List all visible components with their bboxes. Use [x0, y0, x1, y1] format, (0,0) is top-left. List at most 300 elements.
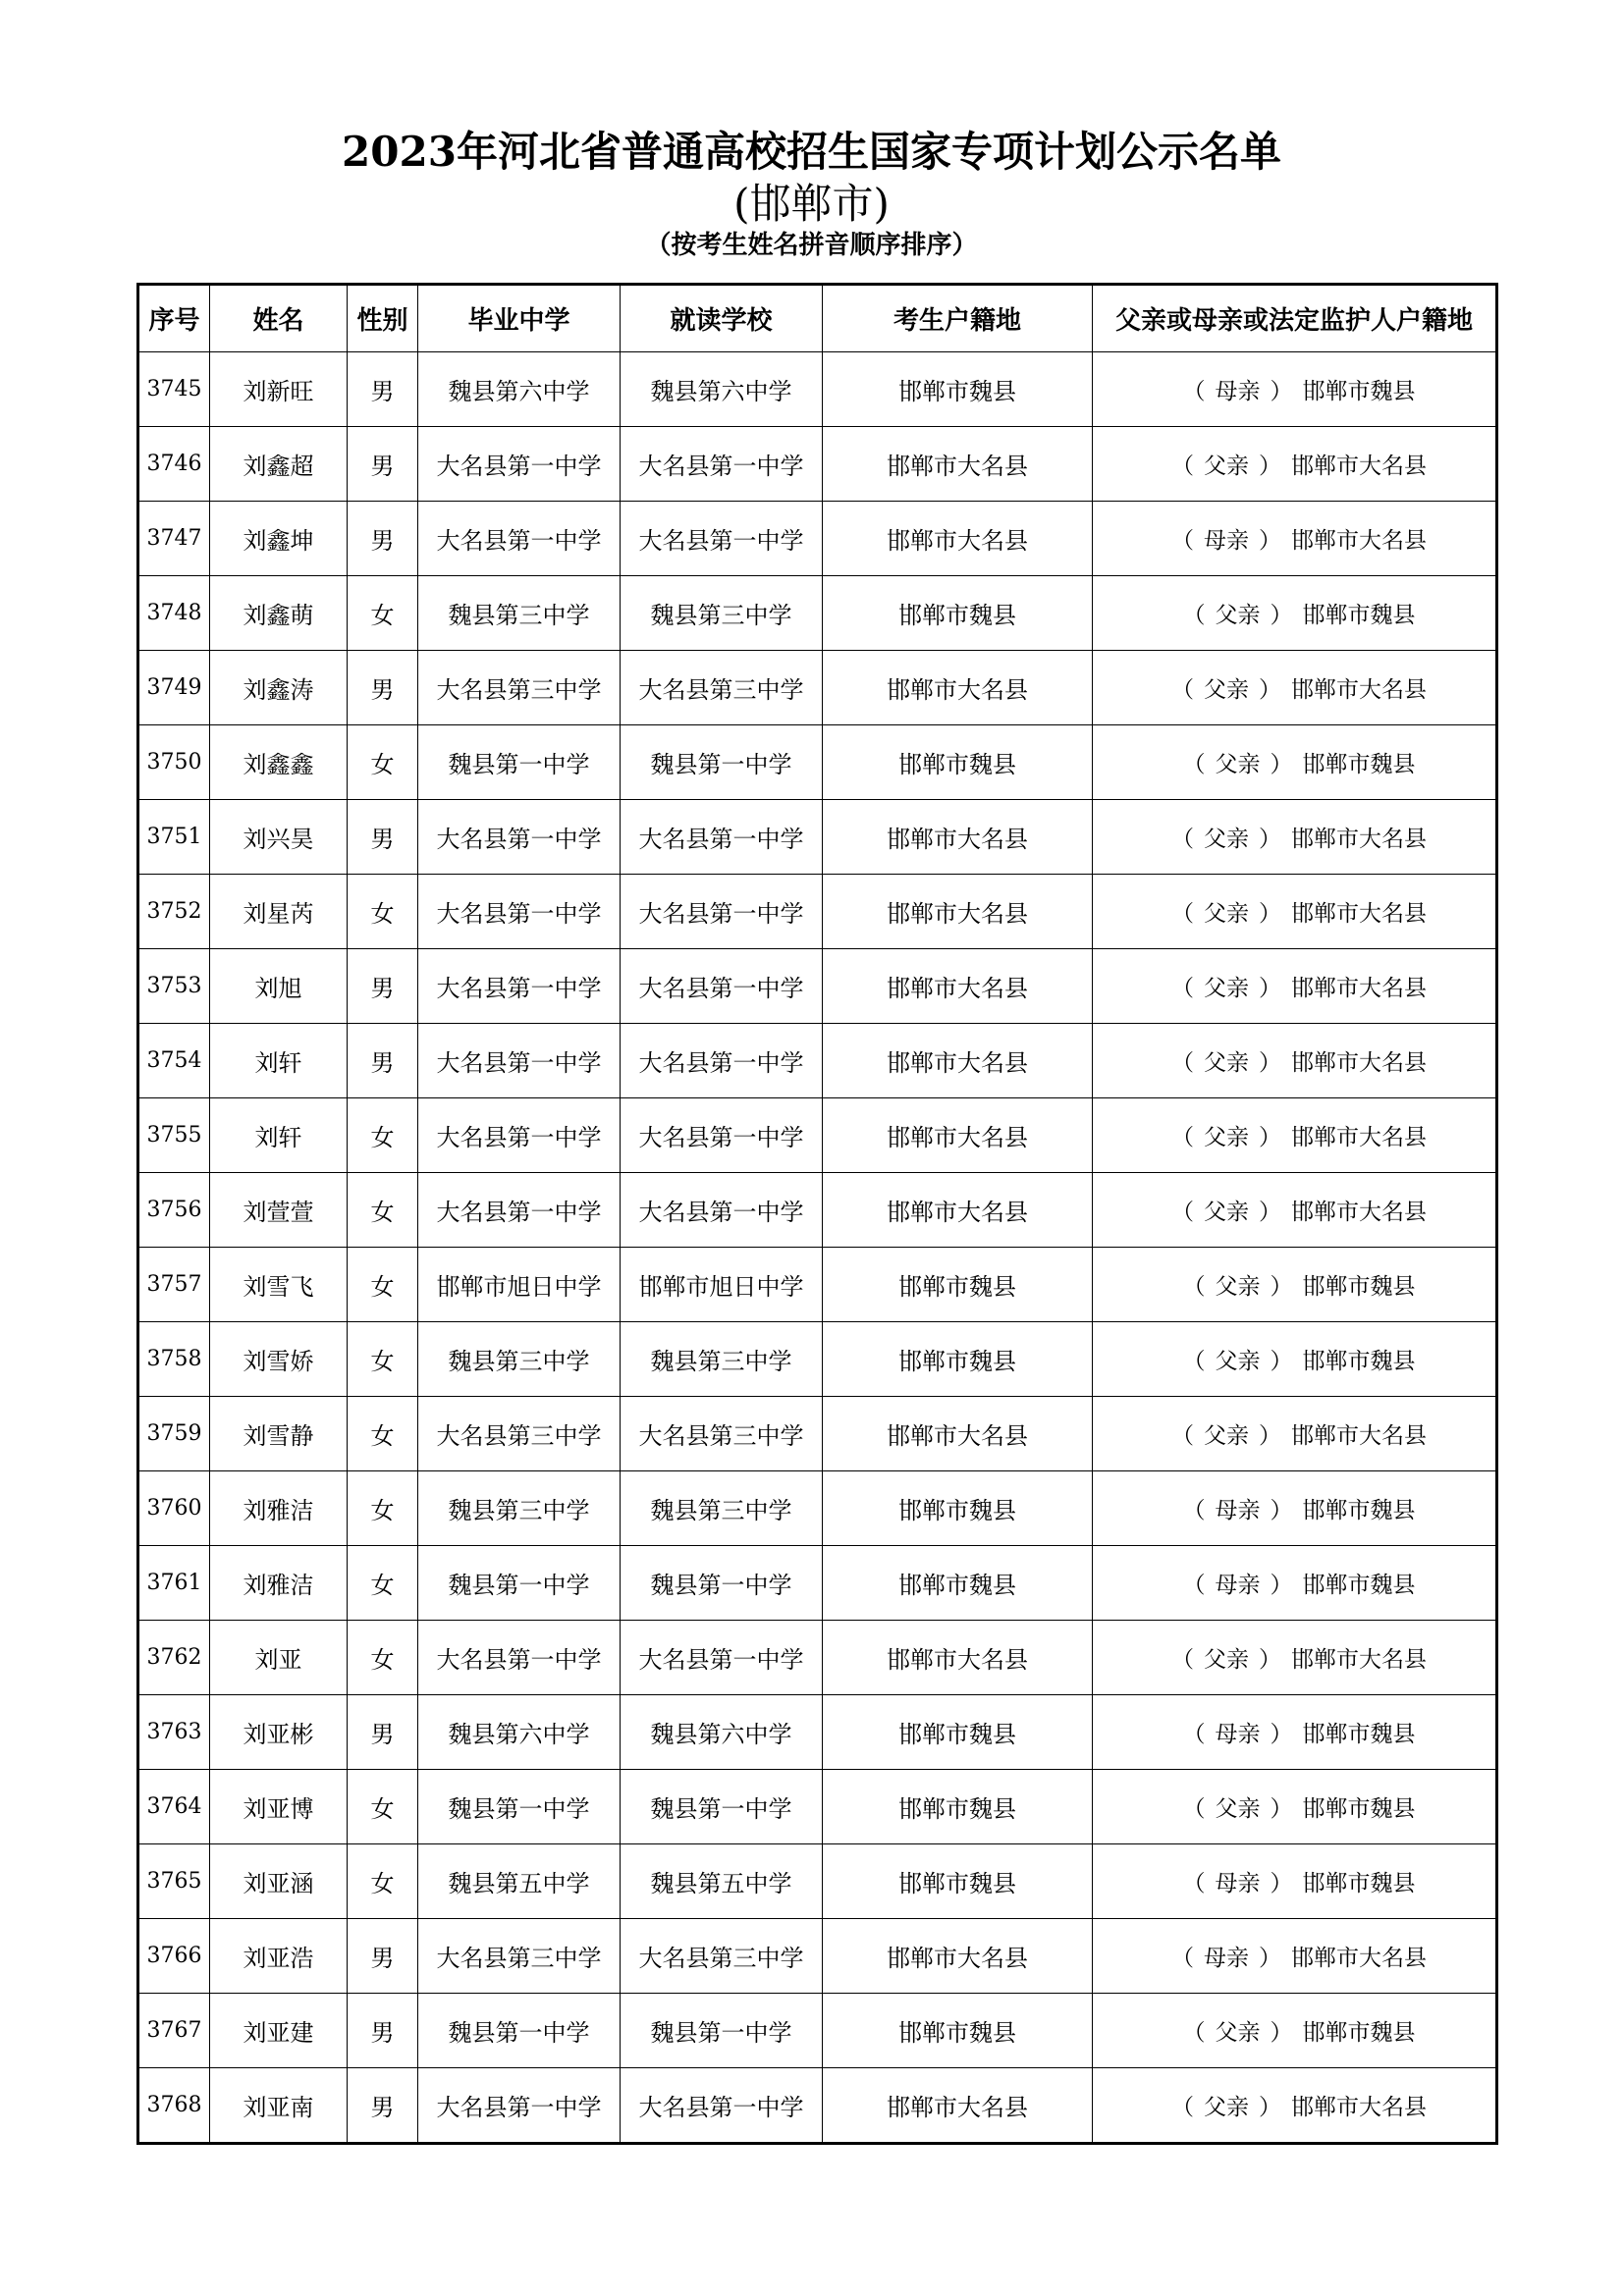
guardian-household-label: 邯郸市大名县: [1291, 1423, 1427, 1449]
name-cell: 刘亚彬: [210, 1695, 348, 1770]
guardian-household-label: 邯郸市魏县: [1302, 1796, 1416, 1822]
table-row: [138, 1471, 1497, 1546]
table-row: [138, 1397, 1497, 1471]
name-cell: 刘鑫涛: [210, 651, 348, 725]
household-cell: 邯郸市大名县: [823, 949, 1093, 1024]
gender-cell: 女: [348, 1248, 418, 1322]
relation-label: 父亲: [1215, 2020, 1261, 2046]
current-school-cell: 大名县第三中学: [621, 1397, 823, 1471]
relation-label: 父亲: [1204, 1050, 1249, 1076]
relation-label: 父亲: [1215, 752, 1261, 777]
name-cell: 刘亚南: [210, 2068, 348, 2144]
open-paren: （: [1171, 528, 1194, 554]
gender-cell: 男: [348, 352, 418, 427]
table-row: [138, 352, 1497, 427]
relation-label: 母亲: [1204, 528, 1249, 554]
close-paren: ）: [1270, 752, 1293, 777]
household-cell: 邯郸市大名县: [823, 800, 1093, 875]
guardian-household-label: 邯郸市魏县: [1302, 1871, 1416, 1896]
household-cell: 邯郸市魏县: [823, 1471, 1093, 1546]
table-row: [138, 1024, 1497, 1098]
household-cell: 邯郸市大名县: [823, 875, 1093, 949]
relation-label: 父亲: [1215, 1274, 1261, 1300]
grad-school-cell: 大名县第一中学: [418, 502, 621, 576]
grad-school-cell: 魏县第一中学: [418, 725, 621, 800]
guardian-household-label: 邯郸市大名县: [1291, 1125, 1427, 1150]
grad-school-cell: 大名县第三中学: [418, 1919, 621, 1994]
gender-cell: 女: [348, 725, 418, 800]
table-row: [138, 875, 1497, 949]
household-cell: 邯郸市大名县: [823, 651, 1093, 725]
close-paren: ）: [1270, 379, 1293, 404]
header-grad-school: 毕业中学: [418, 285, 621, 352]
close-paren: ）: [1259, 1200, 1281, 1225]
guardian-household-cell: [1093, 427, 1497, 502]
current-school-cell: 大名县第一中学: [621, 800, 823, 875]
table-row: [138, 1322, 1497, 1397]
relation-label: 母亲: [1215, 379, 1261, 404]
open-paren: （: [1171, 1647, 1194, 1673]
open-paren: （: [1171, 454, 1194, 479]
open-paren: （: [1171, 1946, 1194, 1971]
open-paren: （: [1182, 379, 1206, 404]
grad-school-cell: 大名县第一中学: [418, 1173, 621, 1248]
relation-label: 父亲: [1204, 454, 1249, 479]
guardian-household-cell: [1093, 1546, 1497, 1621]
document-city: (邯郸市): [733, 180, 890, 228]
close-paren: ）: [1270, 1274, 1293, 1300]
document-title: 2023年河北省普通高校招生国家专项计划公示名单: [342, 128, 1281, 176]
open-paren: （: [1182, 1722, 1206, 1747]
gender-cell: 男: [348, 427, 418, 502]
close-paren: ）: [1270, 1573, 1293, 1598]
relation-label: 父亲: [1204, 976, 1249, 1001]
grad-school-cell: 大名县第一中学: [418, 2068, 621, 2144]
current-school-cell: 魏县第一中学: [621, 1770, 823, 1844]
open-paren: （: [1182, 1573, 1206, 1598]
household-cell: 邯郸市魏县: [823, 1844, 1093, 1919]
roster-body: [138, 352, 1497, 2144]
close-paren: ）: [1259, 976, 1281, 1001]
open-paren: （: [1182, 1498, 1206, 1523]
name-cell: 刘雪娇: [210, 1322, 348, 1397]
table-row: [138, 1919, 1497, 1994]
guardian-household-cell: [1093, 1844, 1497, 1919]
gender-cell: 女: [348, 1322, 418, 1397]
seq-cell: 3765: [138, 1844, 210, 1919]
guardian-household-cell: [1093, 800, 1497, 875]
current-school-cell: 邯郸市旭日中学: [621, 1248, 823, 1322]
household-cell: 邯郸市大名县: [823, 1024, 1093, 1098]
guardian-household-label: 邯郸市大名县: [1291, 976, 1427, 1001]
table-row: [138, 427, 1497, 502]
table-row: [138, 1546, 1497, 1621]
household-cell: 邯郸市大名县: [823, 1098, 1093, 1173]
open-paren: （: [1182, 1796, 1206, 1822]
header-household: 考生户籍地: [823, 285, 1093, 352]
guardian-household-cell: [1093, 1248, 1497, 1322]
seq-cell: 3748: [138, 576, 210, 651]
name-cell: 刘萱萱: [210, 1173, 348, 1248]
current-school-cell: 大名县第一中学: [621, 875, 823, 949]
current-school-cell: 魏县第一中学: [621, 1994, 823, 2068]
name-cell: 刘雅洁: [210, 1471, 348, 1546]
gender-cell: 女: [348, 576, 418, 651]
seq-cell: 3767: [138, 1994, 210, 2068]
open-paren: （: [1171, 2095, 1194, 2120]
relation-label: 父亲: [1204, 1200, 1249, 1225]
close-paren: ）: [1259, 454, 1281, 479]
close-paren: ）: [1259, 1647, 1281, 1673]
seq-cell: 3759: [138, 1397, 210, 1471]
relation-label: 父亲: [1204, 677, 1249, 703]
sort-note: （按考生姓名拼音顺序排序）: [645, 231, 978, 260]
guardian-household-cell: [1093, 1695, 1497, 1770]
relation-label: 父亲: [1204, 2095, 1249, 2120]
relation-label: 母亲: [1215, 1722, 1261, 1747]
seq-cell: 3761: [138, 1546, 210, 1621]
table-row: [138, 1621, 1497, 1695]
relation-label: 父亲: [1215, 1796, 1261, 1822]
open-paren: （: [1182, 1274, 1206, 1300]
table-row: [138, 1695, 1497, 1770]
current-school-cell: 大名县第三中学: [621, 651, 823, 725]
close-paren: ）: [1270, 1871, 1293, 1896]
seq-cell: 3757: [138, 1248, 210, 1322]
seq-cell: 3762: [138, 1621, 210, 1695]
table-row: [138, 1173, 1497, 1248]
close-paren: ）: [1259, 827, 1281, 852]
name-cell: 刘亚: [210, 1621, 348, 1695]
name-cell: 刘亚博: [210, 1770, 348, 1844]
close-paren: ）: [1270, 603, 1293, 628]
household-cell: 邯郸市大名县: [823, 502, 1093, 576]
seq-cell: 3756: [138, 1173, 210, 1248]
guardian-household-cell: [1093, 1919, 1497, 1994]
grad-school-cell: 大名县第一中学: [418, 427, 621, 502]
current-school-cell: 大名县第一中学: [621, 502, 823, 576]
name-cell: 刘鑫坤: [210, 502, 348, 576]
guardian-household-cell: [1093, 2068, 1497, 2144]
guardian-household-label: 邯郸市大名县: [1291, 528, 1427, 554]
table-row: [138, 502, 1497, 576]
relation-label: 母亲: [1204, 1946, 1249, 1971]
open-paren: （: [1171, 1423, 1194, 1449]
table-row: [138, 1994, 1497, 2068]
guardian-household-cell: [1093, 1098, 1497, 1173]
close-paren: ）: [1259, 1125, 1281, 1150]
gender-cell: 男: [348, 651, 418, 725]
current-school-cell: 大名县第一中学: [621, 1621, 823, 1695]
guardian-household-label: 邯郸市大名县: [1291, 901, 1427, 927]
name-cell: 刘鑫超: [210, 427, 348, 502]
gender-cell: 女: [348, 1621, 418, 1695]
household-cell: 邯郸市大名县: [823, 427, 1093, 502]
guardian-household-label: 邯郸市大名县: [1291, 2095, 1427, 2120]
household-cell: 邯郸市魏县: [823, 576, 1093, 651]
guardian-household-label: 邯郸市大名县: [1291, 1647, 1427, 1673]
header-gender: 性别: [348, 285, 418, 352]
relation-label: 父亲: [1204, 1125, 1249, 1150]
seq-cell: 3768: [138, 2068, 210, 2144]
relation-label: 母亲: [1215, 1573, 1261, 1598]
grad-school-cell: 魏县第六中学: [418, 1695, 621, 1770]
current-school-cell: 魏县第六中学: [621, 1695, 823, 1770]
table-row: [138, 1248, 1497, 1322]
current-school-cell: 大名县第一中学: [621, 427, 823, 502]
name-cell: 刘鑫萌: [210, 576, 348, 651]
seq-cell: 3755: [138, 1098, 210, 1173]
gender-cell: 女: [348, 1546, 418, 1621]
header-row: [138, 285, 1497, 352]
name-cell: 刘旭: [210, 949, 348, 1024]
guardian-household-label: 邯郸市大名县: [1291, 454, 1427, 479]
guardian-household-label: 邯郸市大名县: [1291, 677, 1427, 703]
grad-school-cell: 大名县第一中学: [418, 949, 621, 1024]
guardian-household-cell: [1093, 1173, 1497, 1248]
current-school-cell: 魏县第一中学: [621, 725, 823, 800]
name-cell: 刘亚涵: [210, 1844, 348, 1919]
table-row: [138, 949, 1497, 1024]
name-cell: 刘兴昊: [210, 800, 348, 875]
table-row: [138, 651, 1497, 725]
name-cell: 刘亚建: [210, 1994, 348, 2068]
gender-cell: 女: [348, 875, 418, 949]
grad-school-cell: 大名县第一中学: [418, 1024, 621, 1098]
household-cell: 邯郸市魏县: [823, 352, 1093, 427]
name-cell: 刘雪飞: [210, 1248, 348, 1322]
grad-school-cell: 大名县第一中学: [418, 1621, 621, 1695]
guardian-household-cell: [1093, 1770, 1497, 1844]
household-cell: 邯郸市魏县: [823, 1322, 1093, 1397]
current-school-cell: 魏县第五中学: [621, 1844, 823, 1919]
current-school-cell: 大名县第一中学: [621, 1024, 823, 1098]
grad-school-cell: 大名县第一中学: [418, 800, 621, 875]
household-cell: 邯郸市魏县: [823, 1695, 1093, 1770]
grad-school-cell: 大名县第一中学: [418, 1098, 621, 1173]
household-cell: 邯郸市大名县: [823, 2068, 1093, 2144]
header-seq: 序号: [138, 285, 210, 352]
close-paren: ）: [1259, 528, 1281, 554]
gender-cell: 男: [348, 1919, 418, 1994]
relation-label: 父亲: [1215, 603, 1261, 628]
name-cell: 刘新旺: [210, 352, 348, 427]
name-cell: 刘亚浩: [210, 1919, 348, 1994]
seq-cell: 3766: [138, 1919, 210, 1994]
table-row: [138, 2068, 1497, 2144]
close-paren: ）: [1259, 1050, 1281, 1076]
name-cell: 刘雪静: [210, 1397, 348, 1471]
household-cell: 邯郸市大名县: [823, 1173, 1093, 1248]
name-cell: 刘轩: [210, 1024, 348, 1098]
table-row: [138, 1770, 1497, 1844]
seq-cell: 3750: [138, 725, 210, 800]
table-row: [138, 576, 1497, 651]
current-school-cell: 魏县第三中学: [621, 1322, 823, 1397]
header-current-school: 就读学校: [621, 285, 823, 352]
open-paren: （: [1171, 1125, 1194, 1150]
household-cell: 邯郸市魏县: [823, 1248, 1093, 1322]
guardian-household-cell: [1093, 651, 1497, 725]
relation-label: 父亲: [1204, 901, 1249, 927]
close-paren: ）: [1259, 1946, 1281, 1971]
gender-cell: 女: [348, 1173, 418, 1248]
gender-cell: 男: [348, 502, 418, 576]
guardian-household-cell: [1093, 725, 1497, 800]
open-paren: （: [1171, 976, 1194, 1001]
close-paren: ）: [1270, 1498, 1293, 1523]
gender-cell: 女: [348, 1397, 418, 1471]
seq-cell: 3763: [138, 1695, 210, 1770]
household-cell: 邯郸市魏县: [823, 1770, 1093, 1844]
name-cell: 刘鑫鑫: [210, 725, 348, 800]
guardian-household-cell: [1093, 1471, 1497, 1546]
grad-school-cell: 魏县第六中学: [418, 352, 621, 427]
relation-label: 母亲: [1215, 1871, 1261, 1896]
open-paren: （: [1171, 1200, 1194, 1225]
grad-school-cell: 大名县第一中学: [418, 875, 621, 949]
grad-school-cell: 魏县第三中学: [418, 1471, 621, 1546]
guardian-household-label: 邯郸市大名县: [1291, 1946, 1427, 1971]
seq-cell: 3746: [138, 427, 210, 502]
seq-cell: 3752: [138, 875, 210, 949]
current-school-cell: 魏县第一中学: [621, 1546, 823, 1621]
current-school-cell: 魏县第三中学: [621, 1471, 823, 1546]
name-cell: 刘星芮: [210, 875, 348, 949]
seq-cell: 3754: [138, 1024, 210, 1098]
table-row: [138, 800, 1497, 875]
seq-cell: 3745: [138, 352, 210, 427]
name-cell: 刘雅洁: [210, 1546, 348, 1621]
seq-cell: 3764: [138, 1770, 210, 1844]
close-paren: ）: [1270, 1349, 1293, 1374]
grad-school-cell: 魏县第三中学: [418, 1322, 621, 1397]
grad-school-cell: 大名县第三中学: [418, 651, 621, 725]
household-cell: 邯郸市大名县: [823, 1919, 1093, 1994]
household-cell: 邯郸市大名县: [823, 1397, 1093, 1471]
current-school-cell: 大名县第一中学: [621, 2068, 823, 2144]
household-cell: 邯郸市魏县: [823, 725, 1093, 800]
guardian-household-label: 邯郸市魏县: [1302, 2020, 1416, 2046]
table-row: [138, 1098, 1497, 1173]
guardian-household-cell: [1093, 1024, 1497, 1098]
guardian-household-label: 邯郸市魏县: [1302, 1349, 1416, 1374]
guardian-household-cell: [1093, 1994, 1497, 2068]
open-paren: （: [1171, 827, 1194, 852]
gender-cell: 女: [348, 1844, 418, 1919]
guardian-household-label: 邯郸市魏县: [1302, 1722, 1416, 1747]
seq-cell: 3753: [138, 949, 210, 1024]
seq-cell: 3747: [138, 502, 210, 576]
grad-school-cell: 魏县第一中学: [418, 1994, 621, 2068]
open-paren: （: [1171, 1050, 1194, 1076]
guardian-household-cell: [1093, 1621, 1497, 1695]
close-paren: ）: [1259, 901, 1281, 927]
close-paren: ）: [1259, 1423, 1281, 1449]
current-school-cell: 魏县第六中学: [621, 352, 823, 427]
close-paren: ）: [1259, 2095, 1281, 2120]
guardian-household-label: 邯郸市魏县: [1302, 752, 1416, 777]
grad-school-cell: 魏县第三中学: [418, 576, 621, 651]
relation-label: 父亲: [1204, 827, 1249, 852]
gender-cell: 男: [348, 1994, 418, 2068]
grad-school-cell: 魏县第一中学: [418, 1770, 621, 1844]
guardian-household-cell: [1093, 576, 1497, 651]
gender-cell: 男: [348, 2068, 418, 2144]
guardian-household-label: 邯郸市魏县: [1302, 1498, 1416, 1523]
name-cell: 刘轩: [210, 1098, 348, 1173]
guardian-household-label: 邯郸市魏县: [1302, 379, 1416, 404]
current-school-cell: 大名县第一中学: [621, 1098, 823, 1173]
grad-school-cell: 魏县第一中学: [418, 1546, 621, 1621]
guardian-household-cell: [1093, 949, 1497, 1024]
close-paren: ）: [1270, 1722, 1293, 1747]
guardian-household-label: 邯郸市大名县: [1291, 1050, 1427, 1076]
guardian-household-label: 邯郸市魏县: [1302, 1573, 1416, 1598]
guardian-household-cell: [1093, 875, 1497, 949]
grad-school-cell: 大名县第三中学: [418, 1397, 621, 1471]
relation-label: 父亲: [1204, 1647, 1249, 1673]
seq-cell: 3758: [138, 1322, 210, 1397]
gender-cell: 女: [348, 1098, 418, 1173]
seq-cell: 3751: [138, 800, 210, 875]
current-school-cell: 大名县第一中学: [621, 949, 823, 1024]
open-paren: （: [1171, 901, 1194, 927]
grad-school-cell: 魏县第五中学: [418, 1844, 621, 1919]
grad-school-cell: 邯郸市旭日中学: [418, 1248, 621, 1322]
open-paren: （: [1182, 603, 1206, 628]
gender-cell: 男: [348, 1695, 418, 1770]
gender-cell: 男: [348, 800, 418, 875]
open-paren: （: [1182, 1871, 1206, 1896]
close-paren: ）: [1259, 677, 1281, 703]
header-name: 姓名: [210, 285, 348, 352]
close-paren: ）: [1270, 2020, 1293, 2046]
gender-cell: 男: [348, 1024, 418, 1098]
gender-cell: 女: [348, 1471, 418, 1546]
seq-cell: 3760: [138, 1471, 210, 1546]
current-school-cell: 大名县第三中学: [621, 1919, 823, 1994]
header-guardian-household: 父亲或母亲或法定监护人户籍地: [1093, 285, 1497, 352]
gender-cell: 男: [348, 949, 418, 1024]
seq-cell: 3749: [138, 651, 210, 725]
guardian-household-cell: [1093, 1397, 1497, 1471]
guardian-household-label: 邯郸市魏县: [1302, 603, 1416, 628]
guardian-household-cell: [1093, 1322, 1497, 1397]
open-paren: （: [1182, 752, 1206, 777]
relation-label: 母亲: [1215, 1498, 1261, 1523]
guardian-household-label: 邯郸市魏县: [1302, 1274, 1416, 1300]
close-paren: ）: [1270, 1796, 1293, 1822]
open-paren: （: [1182, 1349, 1206, 1374]
relation-label: 父亲: [1215, 1349, 1261, 1374]
household-cell: 邯郸市大名县: [823, 1621, 1093, 1695]
household-cell: 邯郸市魏县: [823, 1994, 1093, 2068]
guardian-household-cell: [1093, 502, 1497, 576]
current-school-cell: 魏县第三中学: [621, 576, 823, 651]
current-school-cell: 大名县第一中学: [621, 1173, 823, 1248]
guardian-household-cell: [1093, 352, 1497, 427]
relation-label: 父亲: [1204, 1423, 1249, 1449]
open-paren: （: [1171, 677, 1194, 703]
guardian-household-label: 邯郸市大名县: [1291, 1200, 1427, 1225]
open-paren: （: [1182, 2020, 1206, 2046]
table-row: [138, 725, 1497, 800]
household-cell: 邯郸市魏县: [823, 1546, 1093, 1621]
gender-cell: 女: [348, 1770, 418, 1844]
roster-table: [136, 283, 1498, 2145]
guardian-household-label: 邯郸市大名县: [1291, 827, 1427, 852]
